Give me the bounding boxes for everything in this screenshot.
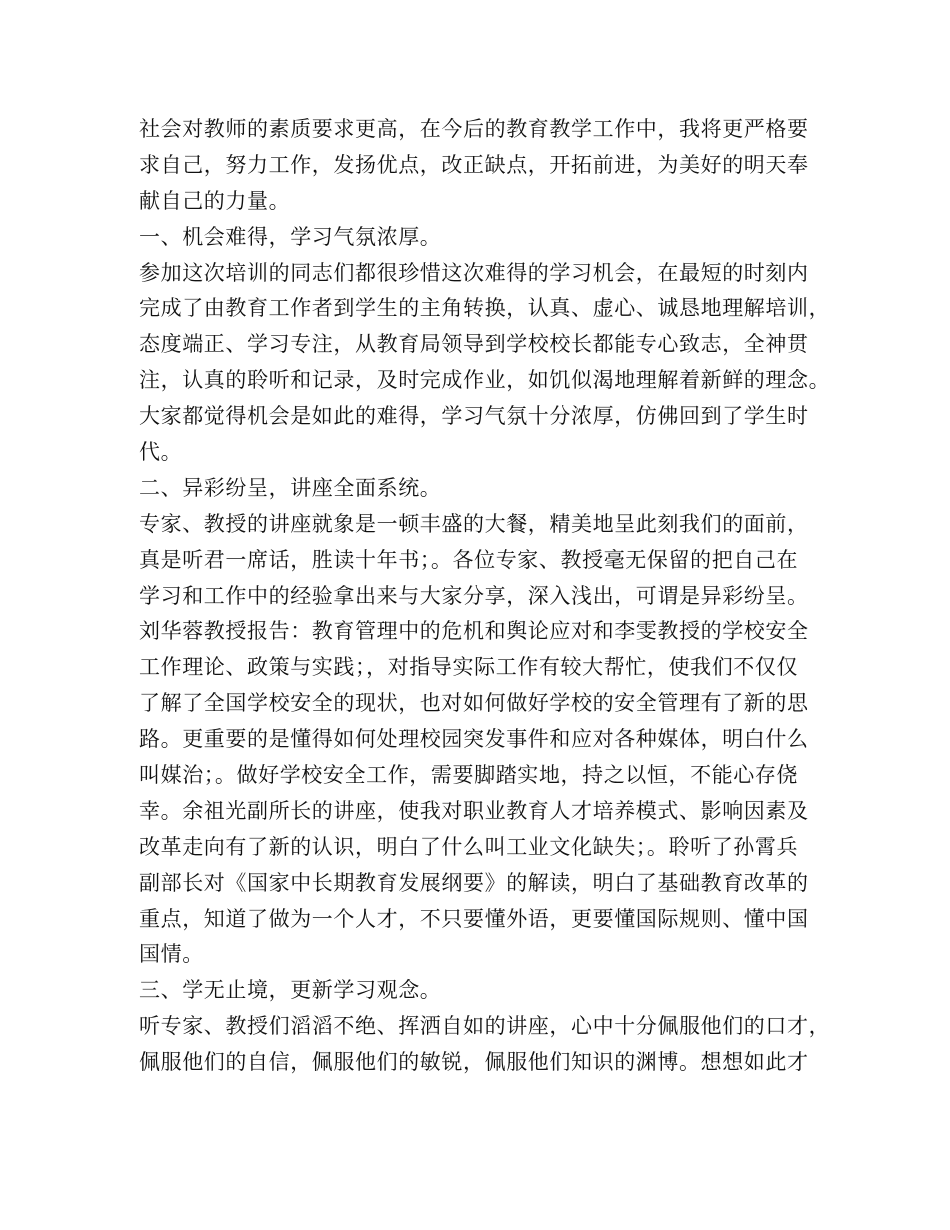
text-line: 求自己，努力工作，发扬优点，改正缺点，开拓前进，为美好的明天奉 xyxy=(139,152,809,177)
section-heading: 二、异彩纷呈，讲座全面系统。 xyxy=(139,475,442,500)
document-body xyxy=(139,112,829,1081)
text-line: 刘华蓉教授报告：教育管理中的危机和舆论应对和李雯教授的学校安全 xyxy=(139,619,809,644)
text-line: 参加这次培训的同志们都很珍惜这次难得的学习机会，在最短的时刻内 xyxy=(139,260,809,285)
text-line: 学习和工作中的经验拿出来与大家分享，深入浅出，可谓是异彩纷呈。 xyxy=(139,583,809,608)
text-line: 完成了由教育工作者到学生的主角转换，认真、虚心、诚恳地理解培训， xyxy=(139,296,831,321)
section-heading: 三、学无止境，更新学习观念。 xyxy=(139,978,442,1003)
text-line: 态度端正、学习专注，从教育局领导到学校校长都能专心致志，全神贯 xyxy=(139,332,809,357)
text-line: 专家、教授的讲座就象是一顿丰盛的大餐，精美地呈此刻我们的面前， xyxy=(139,511,809,536)
text-line: 代。 xyxy=(139,440,183,465)
text-line: 工作理论、政策与实践；，对指导实际工作有较大帮忙，使我们不仅仅 xyxy=(139,655,799,680)
text-line: 大家都觉得机会是如此的难得，学习气氛十分浓厚，仿佛回到了学生时 xyxy=(139,404,809,429)
text-line: 真是听君一席话，胜读十年书；。各位专家、教授毫无保留的把自己在 xyxy=(139,547,799,572)
section-heading: 一、机会难得，学习气氛浓厚。 xyxy=(139,224,442,249)
text-line: 重点，知道了做为一个人才，不只要懂外语，更要懂国际规则、懂中国 xyxy=(139,906,809,931)
text-line: 副部长对《国家中长期教育发展纲要》的解读，明白了基础教育改革的 xyxy=(139,870,809,895)
text-line: 国情。 xyxy=(139,942,204,967)
text-line: 献自己的力量。 xyxy=(139,188,291,213)
text-line: 改革走向有了新的认识，明白了什么叫工业文化缺失；。聆听了孙霄兵 xyxy=(139,834,799,859)
text-line: 听专家、教授们滔滔不绝、挥洒自如的讲座，心中十分佩服他们的口才， xyxy=(139,1014,831,1039)
text-line: 佩服他们的自信，佩服他们的敏锐，佩服他们知识的渊博。想想如此才 xyxy=(139,1050,809,1075)
text-line: 叫媒治；。做好学校安全工作，需要脚踏实地，持之以恒，不能心存侥 xyxy=(139,763,799,788)
text-line: 路。更重要的是懂得如何处理校园突发事件和应对各种媒体，明白什么 xyxy=(139,727,809,752)
text-line: 幸。余祖光副所长的讲座，使我对职业教育人才培养模式、影响因素及 xyxy=(139,798,809,823)
text-line: 了解了全国学校安全的现状，也对如何做好学校的安全管理有了新的思 xyxy=(139,691,809,716)
text-line: 注，认真的聆听和记录，及时完成作业，如饥似渴地理解着新鲜的理念。 xyxy=(139,368,831,393)
text-line: 社会对教师的素质要求更高，在今后的教育教学工作中，我将更严格要 xyxy=(139,117,809,141)
